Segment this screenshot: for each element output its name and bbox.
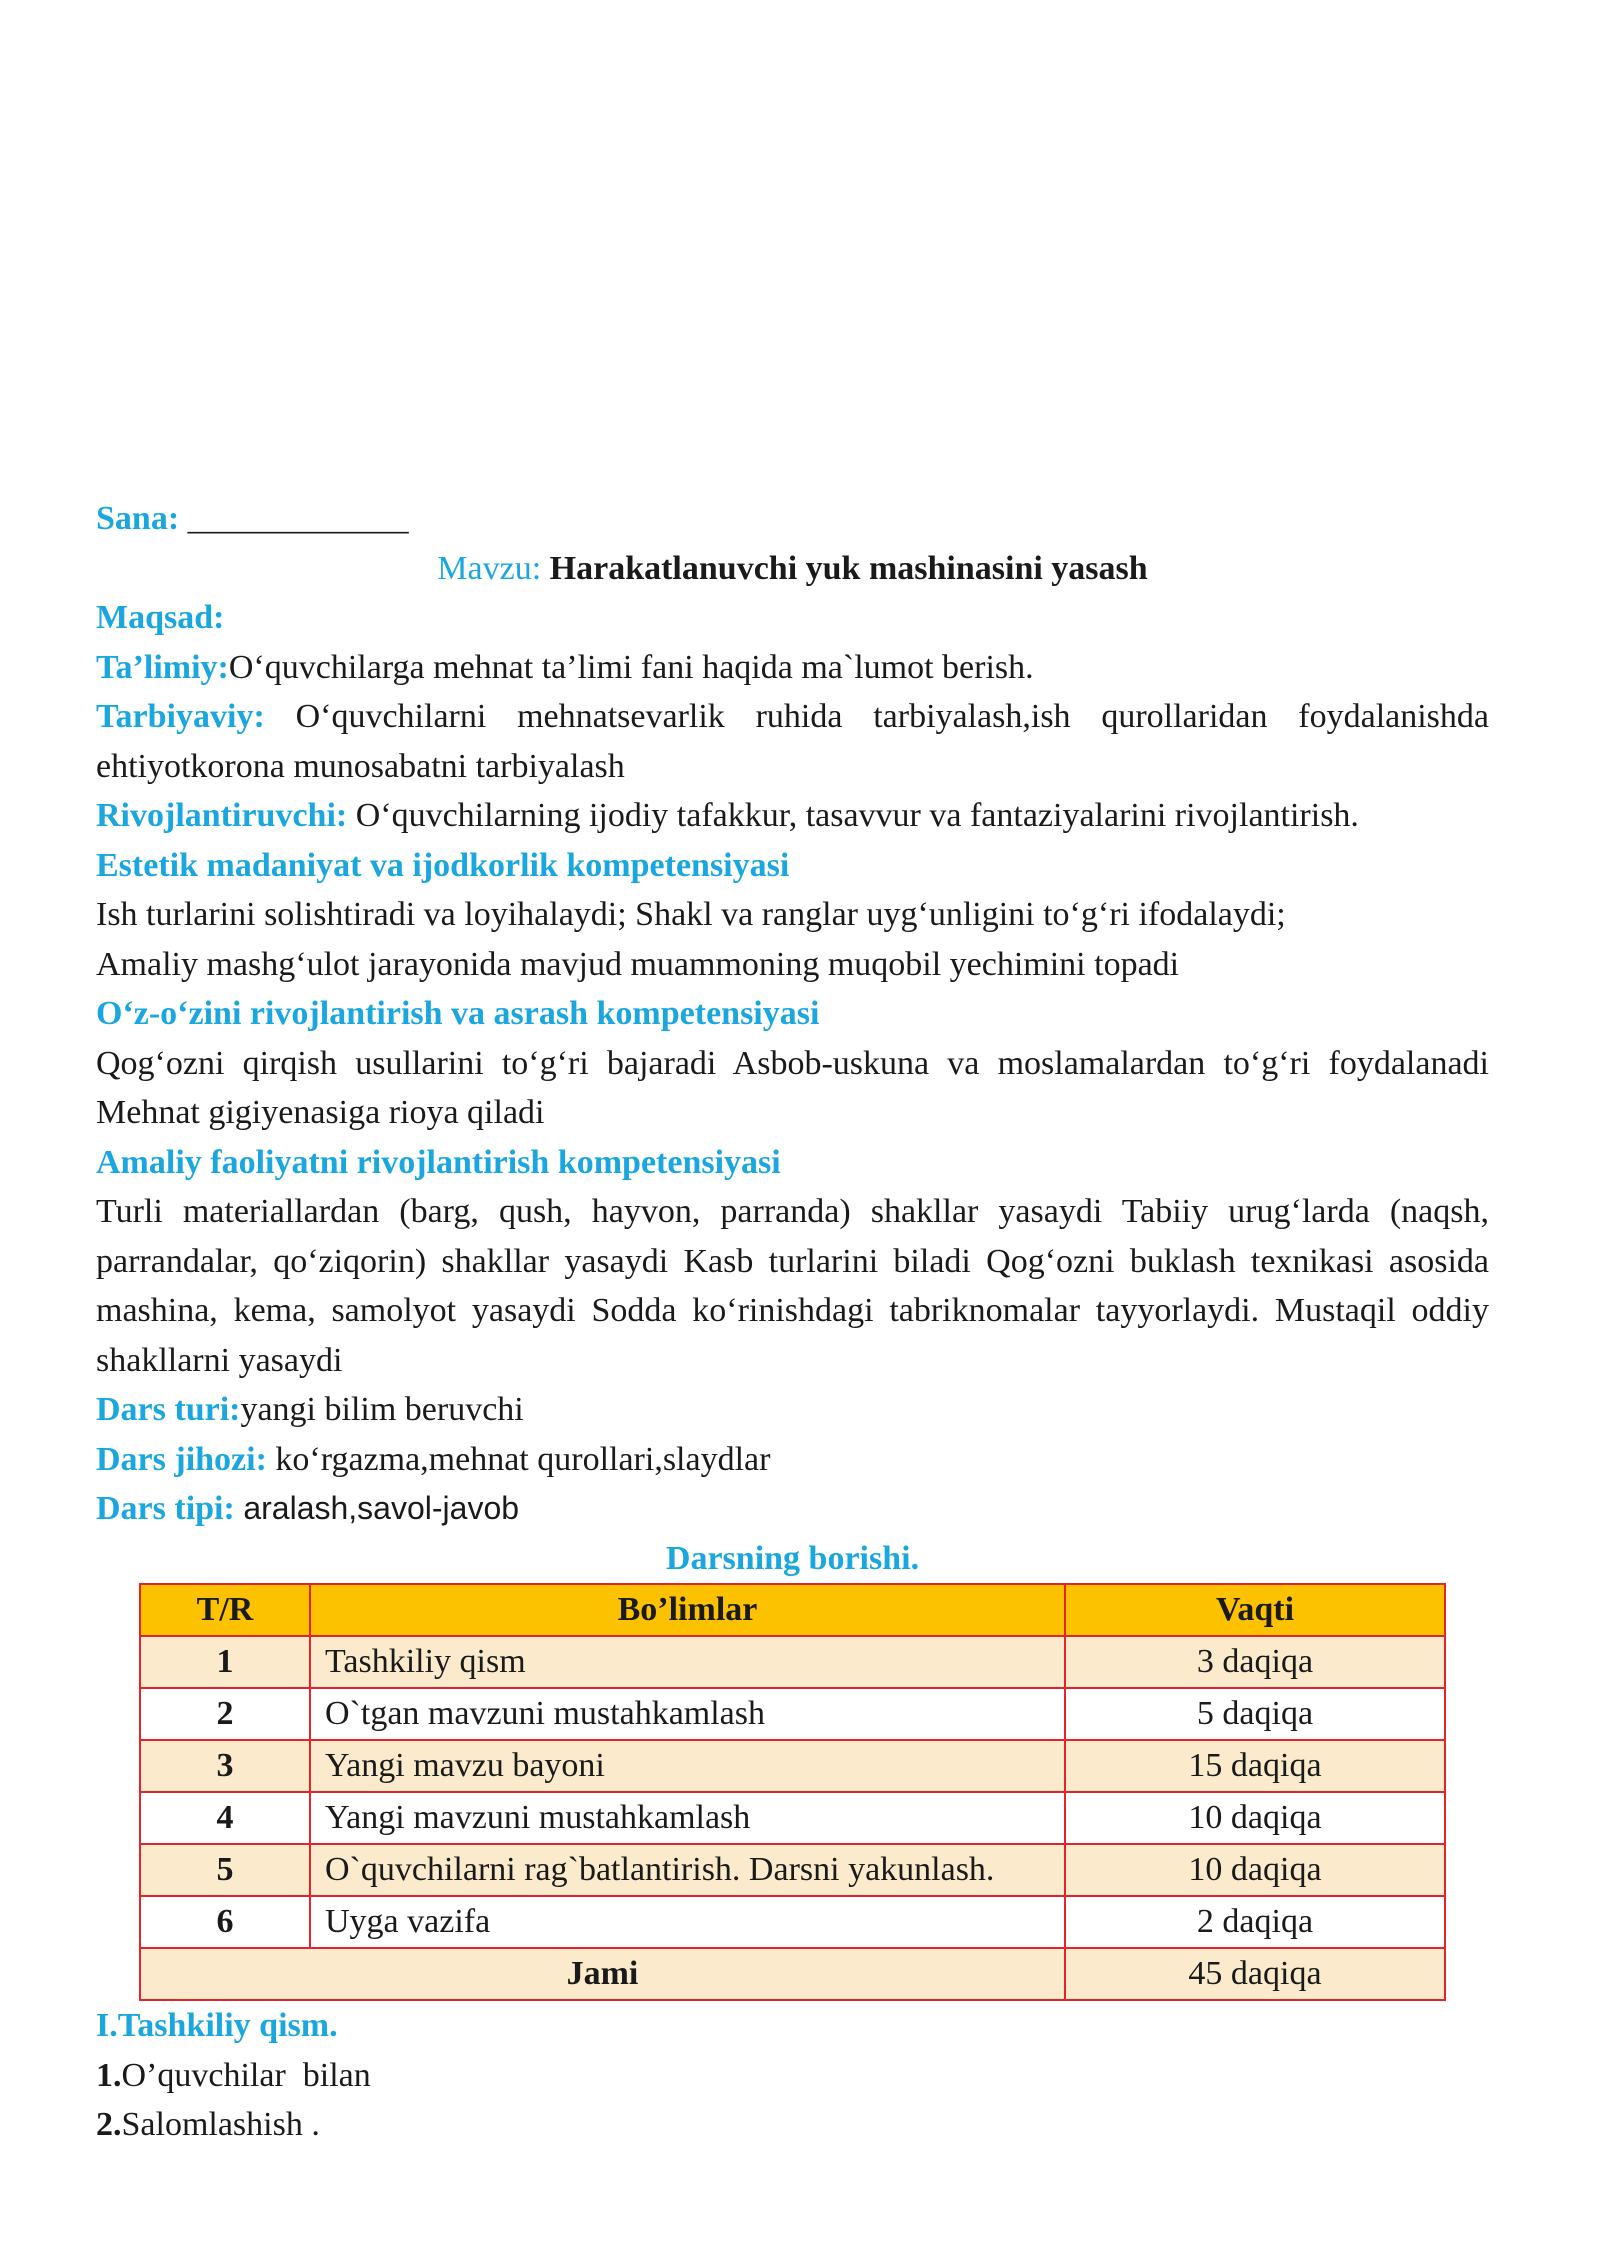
educational-text: O‘quvchilarga mehnat ta’limi fani haqida ma`lumot berish. <box>228 648 1034 686</box>
practical-competence-heading: Amaliy faoliyatni rivojlantirish kompetensiyasi <box>96 1143 781 1181</box>
aesthetic-competence-heading: Estetik madaniyat va ijodkorlik kompetensiyasi <box>96 846 790 884</box>
row-number: 2 <box>140 1688 310 1740</box>
date-label: Sana: <box>96 500 180 537</box>
row-section: O`quvchilarni rag`batlantirish. Darsni yakunlash. <box>310 1844 1065 1896</box>
topic-label: Mavzu: <box>437 549 542 587</box>
row-time: 10 daqiqa <box>1065 1792 1445 1844</box>
total-time: 45 daqiqa <box>1065 1948 1445 2000</box>
lesson-flow-heading: Darsning borishi. <box>665 1539 920 1577</box>
table-total-row <box>140 1948 1445 2000</box>
table-row <box>140 1688 1445 1740</box>
row-section: O`tgan mavzuni mustahkamlash <box>310 1688 1065 1740</box>
table-row <box>140 1896 1445 1948</box>
educational-goal <box>96 643 1489 693</box>
table-row <box>140 1844 1445 1896</box>
lesson-plan-table <box>139 1583 1446 2001</box>
lesson-kind-text: aralash,savol-javob <box>243 1490 520 1526</box>
aesthetic-line-1: Ish turlarini solishtiradi va loyihalaydi; Shakl va ranglar uyg‘unligini to‘g‘ri ifodalaydi; <box>96 896 1286 933</box>
table-row <box>140 1792 1445 1844</box>
self-development-heading: O‘z-o‘zini rivojlantirish va asrash kompetensiyasi <box>96 995 820 1032</box>
item-2-number: 2. <box>96 2106 122 2143</box>
educational-label: Ta’limiy: <box>96 648 229 686</box>
table-row <box>140 1636 1445 1688</box>
aesthetic-line-2: Amaliy mashg‘ulot jarayonida mavjud muammoning muqobil yechimini topadi <box>96 945 1180 983</box>
topic-line <box>96 544 1489 594</box>
date-line <box>96 494 1489 544</box>
organizational-item-2 <box>96 2100 1489 2150</box>
row-time: 3 daqiqa <box>1065 1636 1445 1688</box>
item-1-text: O’quvchilar bilan <box>121 2056 371 2094</box>
row-section: Uyga vazifa <box>310 1896 1065 1948</box>
table-header-row <box>140 1584 1445 1636</box>
lesson-type-line <box>96 1385 1489 1435</box>
row-time: 10 daqiqa <box>1065 1844 1445 1896</box>
row-number: 4 <box>140 1792 310 1844</box>
row-number: 6 <box>140 1896 310 1948</box>
self-development-text: Qog‘ozni qirqish usullarini to‘g‘ri bajaradi Asbob-uskuna va moslamalardan to‘g‘ri foydalanadi Mehnat gigiyenasiga rioya qiladi <box>96 1044 1489 1131</box>
topic-title: Harakatlanuvchi yuk mashinasini yasash <box>549 549 1148 587</box>
lesson-type-label: Dars turi: <box>96 1391 241 1428</box>
column-header-time: Vaqti <box>1065 1584 1445 1636</box>
lesson-equipment-line <box>96 1435 1489 1485</box>
upbringing-goal <box>96 692 1489 791</box>
column-header-sections: Bo’limlar <box>310 1584 1065 1636</box>
column-header-number: T/R <box>140 1584 310 1636</box>
row-section: Tashkiliy qism <box>310 1636 1065 1688</box>
row-section: Yangi mavzuni mustahkamlash <box>310 1792 1065 1844</box>
developmental-goal <box>96 791 1489 841</box>
row-section: Yangi mavzu bayoni <box>310 1740 1065 1792</box>
organizational-item-1 <box>96 2051 1489 2101</box>
developmental-text: O‘quvchilarning ijodiy tafakkur, tasavvur va fantaziyalarini rivojlantirish. <box>355 797 1359 834</box>
lesson-kind-line <box>96 1484 1489 1534</box>
date-blank: _____________ <box>187 500 409 537</box>
row-time: 5 daqiqa <box>1065 1688 1445 1740</box>
total-label: Jami <box>140 1948 1065 2000</box>
lesson-equipment-text: ko‘rgazma,mehnat qurollari,slaydlar <box>275 1440 771 1478</box>
lesson-equipment-label: Dars jihozi: <box>96 1440 267 1478</box>
upbringing-label: Tarbiyaviy: <box>96 698 265 735</box>
table-row <box>140 1740 1445 1792</box>
lesson-kind-label: Dars tipi: <box>96 1490 235 1527</box>
item-1-number: 1. <box>96 2056 122 2094</box>
item-2-text: Salomlashish . <box>121 2106 320 2143</box>
row-number: 1 <box>140 1636 310 1688</box>
upbringing-text: O‘quvchilarni mehnatsevarlik ruhida tarbiyalash,ish qurollaridan foydalanishda ehtiyotkorona munosabatni tarbiyalash <box>96 698 1490 785</box>
row-number: 3 <box>140 1740 310 1792</box>
practical-competence-text: Turli materiallardan (barg, qush, hayvon, parranda) shakllar yasaydi Tabiiy urug‘larda (naqsh, parrandalar, qo‘ziqorin) shakllar yasaydi Kasb turlarini biladi Qog‘ozni buklash texnikasi asosida mashina, kema, samolyot yasaydi Sodda ko‘rinishdagi tabriknomalar tayyorlaydi. Mustaqil oddiy shakllarni yasaydi <box>96 1193 1489 1379</box>
organizational-part-heading: I.Tashkiliy qism. <box>96 2007 338 2044</box>
developmental-label: Rivojlantiruvchi: <box>96 797 348 834</box>
lesson-plan-page <box>96 494 1489 2150</box>
lesson-type-text: yangi bilim beruvchi <box>240 1391 524 1428</box>
row-number: 5 <box>140 1844 310 1896</box>
goal-heading: Maqsad: <box>96 599 225 636</box>
row-time: 2 daqiqa <box>1065 1896 1445 1948</box>
row-time: 15 daqiqa <box>1065 1740 1445 1792</box>
